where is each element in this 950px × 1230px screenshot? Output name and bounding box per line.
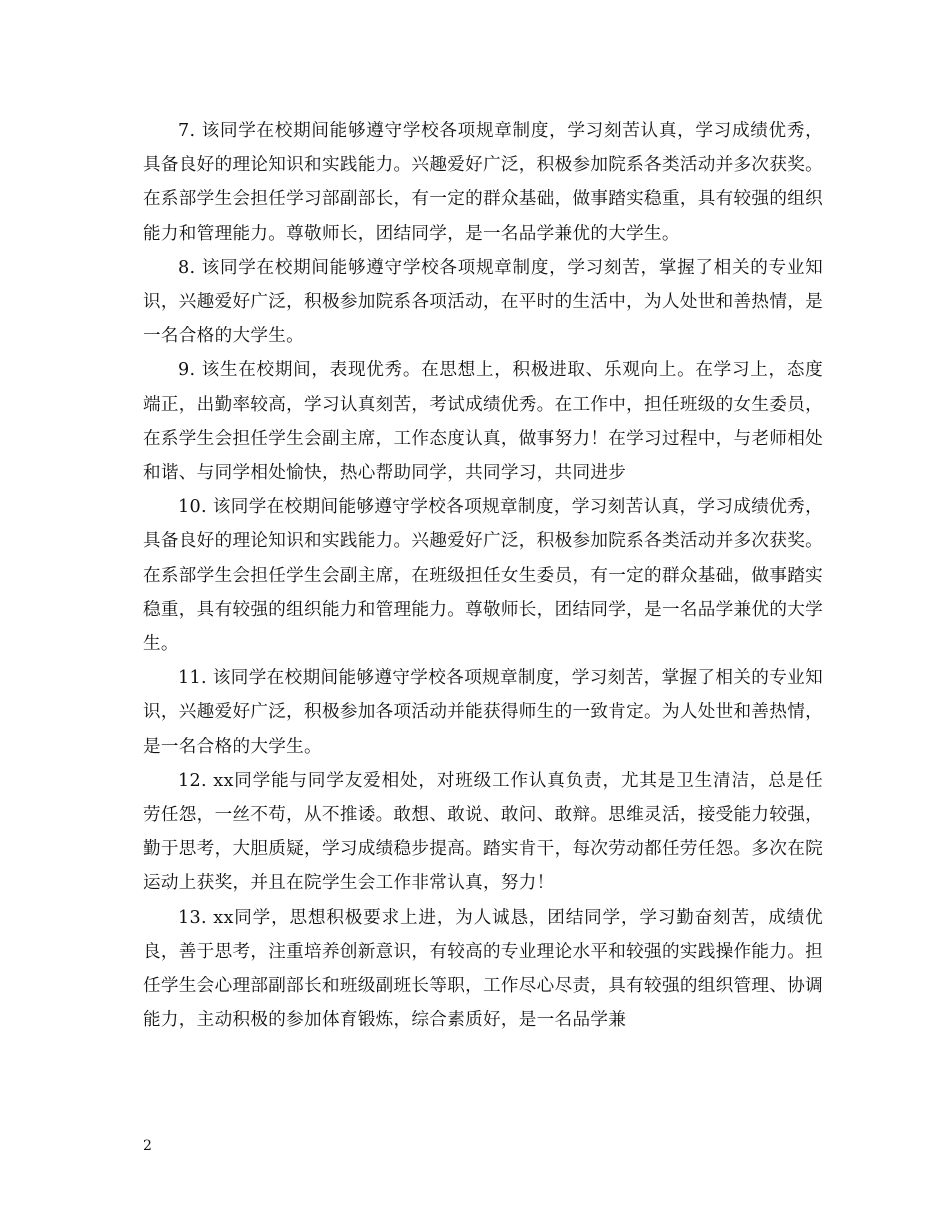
paragraph-10: 10. 该同学在校期间能够遵守学校各项规章制度，学习刻苦认真，学习成绩优秀，具备良好的理论知识和实践能力。兴趣爱好广泛，积极参加院系各类活动并多次获奖。在系部学生会担任学生会副主席，在班级担任女生委员，有一定的群众基础，做事踏实稳重，具有较强的组织能力和管理能力。尊敬师长，团结同学，是一名品学兼优的大学生。 bbox=[143, 497, 823, 655]
paragraph-8: 8. 该同学在校期间能够遵守学校各项规章制度，学习刻苦，掌握了相关的专业知识，兴趣爱好广泛，积极参加院系各项活动，在平时的生活中，为人处世和善热情，是一名合格的大学生。 bbox=[143, 257, 823, 347]
document-body bbox=[143, 114, 823, 1037]
page-number: 2 bbox=[143, 1138, 152, 1154]
paragraph-7: 7. 该同学在校期间能够遵守学校各项规章制度，学习刻苦认真，学习成绩优秀，具备良好的理论知识和实践能力。兴趣爱好广泛，积极参加院系各类活动并多次获奖。在系部学生会担任学习部副部长，有一定的群众基础，做事踏实稳重，具有较强的组织能力和管理能力。尊敬师长，团结同学，是一名品学兼优的大学生。 bbox=[143, 121, 823, 244]
paragraph-12: 12. xx同学能与同学友爱相处，对班级工作认真负责，尤其是卫生清洁，总是任劳任怨，一丝不苟，从不推诿。敢想、敢说、敢问、敢辩。思维灵活，接受能力较强，勤于思考，大胆质疑，学习成绩稳步提高。踏实肯干，每次劳动都任劳任怨。多次在院运动上获奖，并且在院学生会工作非常认真，努力！ bbox=[143, 770, 823, 894]
paragraph-13: 13. xx同学，思想积极要求上进，为人诚恳，团结同学，学习勤奋刻苦，成绩优良，善于思考，注重培养创新意识，有较高的专业理论水平和较强的实践操作能力。担任学生会心理部副部长和班级副班长等职，工作尽心尽责，具有较强的组织管理、协调能力，主动积极的参加体育锻炼，综合素质好，是一名品学兼 bbox=[143, 907, 823, 1031]
paragraph-9: 9. 该生在校期间，表现优秀。在思想上，积极进取、乐观向上。在学习上，态度端正，出勤率较高，学习认真刻苦，考试成绩优秀。在工作中，担任班级的女生委员，在系学生会担任学生会副主席，工作态度认真，做事努力！在学习过程中，与老师相处和谐、与同学相处愉快，热心帮助同学，共同学习，共同进步 bbox=[143, 360, 823, 484]
paragraph-11: 11. 该同学在校期间能够遵守学校各项规章制度，学习刻苦，掌握了相关的专业知识，兴趣爱好广泛，积极参加各项活动并能获得师生的一致肯定。为人处世和善热情，是一名合格的大学生。 bbox=[143, 668, 823, 757]
